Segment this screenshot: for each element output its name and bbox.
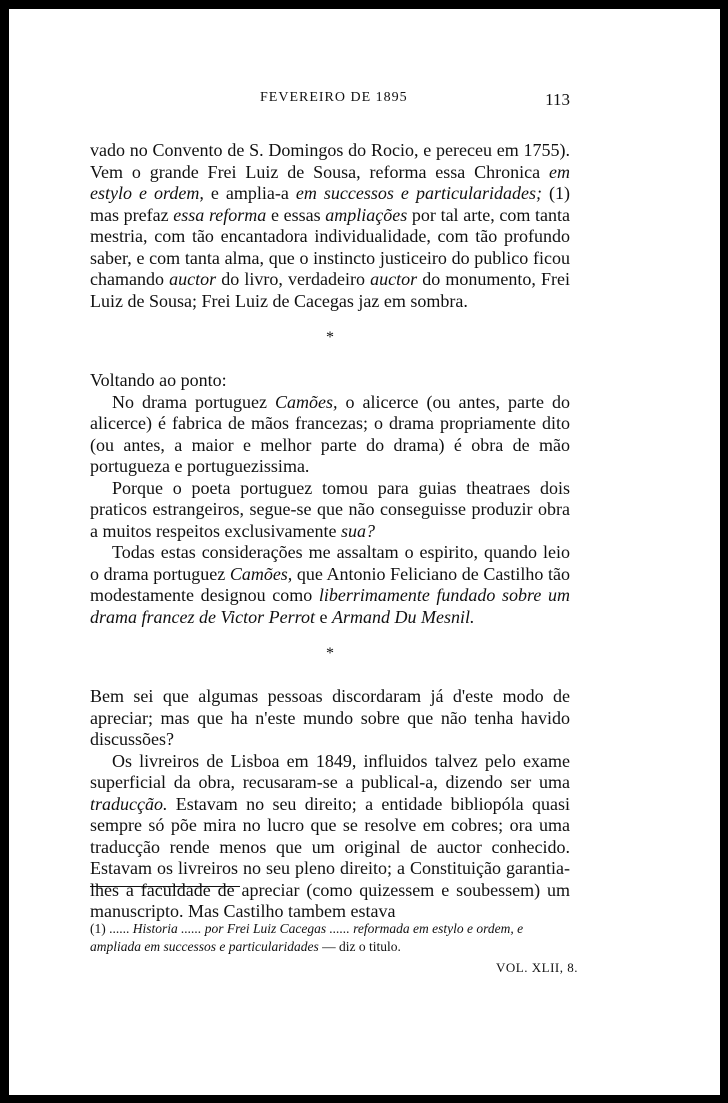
paragraph-3	[90, 392, 570, 478]
footnote-marker: (1) ......	[90, 921, 133, 936]
text-run: e	[314, 606, 332, 627]
page-number: 113	[545, 90, 570, 109]
text-run: e essas	[266, 204, 326, 225]
text-run: Estavam no seu direito; a entidade bibliopóla quasi sempre só põe mira no lucro que se resolve em cobres; ora uma traducção rende menos que um original de auctor conhecido. Estavam os livreiros no seu pleno direito; a Constituição garantia-lhes a faculdade de apreciar (como quizessem e soubessem) um manuscripto. Mas Castilho tambem estava	[90, 793, 570, 921]
paragraph-7	[90, 751, 570, 923]
paragraph-5	[90, 542, 570, 628]
italic-run: Camões,	[229, 563, 293, 584]
paragraph-4	[90, 478, 570, 543]
text-run: que Antonio Feliciano de Castilho tão modestamente designou como	[90, 563, 570, 605]
italic-run: traducção.	[90, 793, 168, 814]
text-run: (1) mas prefaz	[90, 183, 570, 225]
italic-run: Camões,	[275, 391, 338, 412]
text-run: do monumento, Frei Luiz de Sousa; Frei Luiz de Cacegas jaz em sombra.	[90, 269, 571, 311]
italic-run: ampliações	[325, 204, 408, 225]
italic-run: liberrimamente fundado sobre um drama francez de Victor Perrot	[90, 585, 571, 627]
footnote-italic: Historia ...... por Frei Luiz Cacegas ...... reformada em estylo e ordem, e ampliada em successos e particularidades	[90, 921, 524, 954]
text-run: vado no Convento de S. Domingos do Rocio, e pereceu em 1755). Vem o grande Frei Luiz de Sousa, reforma essa Chronica	[90, 140, 570, 182]
running-title: FEVEREIRO DE 1895	[260, 90, 408, 105]
body-text	[90, 140, 570, 923]
text-run: o alicerce (ou antes, parte do alicerce) é fabrica de mãos francezas; o drama propriamente dito (ou antes, a maior e melhor parte do drama) é obra de mão portugueza e portuguezissima.	[90, 391, 570, 476]
signature-mark: VOL. XLII, 8.	[496, 960, 578, 975]
paragraph-1	[90, 140, 570, 312]
paragraph-6: Bem sei que algumas pessoas discordaram já d'este modo de apreciar; mas que ha n'este mundo sobre que não tenha havido discussões?	[90, 686, 570, 749]
text-run: No drama portuguez	[112, 391, 275, 412]
paragraph-2: Voltando ao ponto:	[90, 370, 227, 390]
section-separator: *	[326, 329, 334, 346]
italic-run: em successos e particularidades;	[295, 183, 542, 203]
italic-run: auctor	[370, 269, 418, 289]
italic-run: Armand Du Mesnil.	[331, 606, 475, 627]
running-header	[90, 90, 570, 114]
italic-run: em estylo e ordem,	[90, 161, 570, 203]
italic-run: auctor	[169, 269, 217, 289]
footnote	[90, 920, 560, 956]
italic-run: sua?	[340, 520, 375, 541]
italic-run: essa reforma	[173, 204, 267, 225]
text-run: Porque o poeta portuguez tomou para guias theatraes dois praticos estrangeiros, segue-se que não conseguisse produzir obra a muitos respeitos exclusivamente	[90, 477, 570, 541]
footnote-text: — diz o titulo.	[318, 939, 401, 954]
text-run: Todas estas considerações me assaltam o espirito, quando leio o drama portuguez	[90, 542, 570, 584]
text-run: Os livreiros de Lisboa em 1849, influidos talvez pelo exame superficial da obra, recusaram-se a publical-a, dizendo ser uma	[90, 750, 570, 792]
text-run: do livro, verdadeiro	[216, 269, 371, 289]
text-run: por tal arte, com tanta mestria, com tão encantadora individualidade, com tão profundo saber, e com tanta alma, que o instincto justiceiro do publico ficou chamando	[90, 204, 570, 289]
footnote-rule	[90, 886, 240, 887]
text-run: e amplia-a	[203, 183, 296, 203]
section-separator: *	[326, 645, 334, 662]
